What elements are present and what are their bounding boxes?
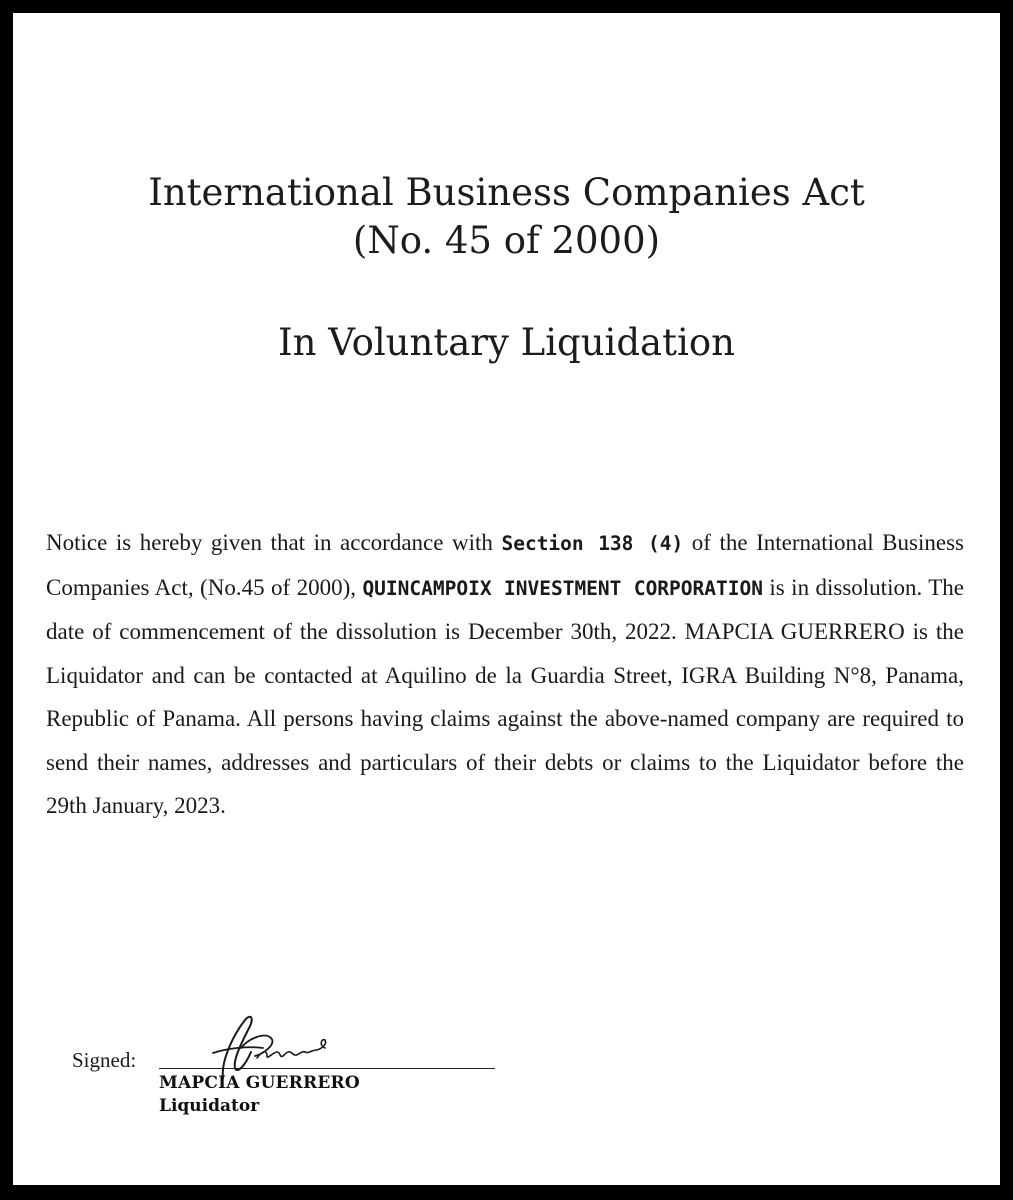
notice-paragraph: [46, 521, 964, 828]
signer-name: MAPCIA GUERRERO: [159, 1073, 360, 1093]
signer-role: Liquidator: [159, 1096, 260, 1116]
document-subtitle: In Voluntary Liquidation: [278, 321, 735, 364]
document-title-line-1: International Business Companies Act: [148, 171, 865, 214]
notice-text-1: Notice is hereby given that in accordance with: [46, 530, 502, 555]
notice-text-2: of the International Business Companies Act, (No.45 of 2000),: [46, 530, 964, 600]
notice-company-name: QUINCAMPOIX INVESTMENT CORPORATION: [362, 576, 763, 600]
signed-label: Signed:: [72, 1048, 137, 1072]
notice-section-reference: Section 138 (4): [501, 532, 684, 555]
handwritten-signature: [193, 1008, 343, 1083]
document-title-line-2: (No. 45 of 2000): [352, 219, 661, 262]
notice-text-3: is in dissolution. The date of commencement of the dissolution is December 30th, 2022. MAPCIA GUERRERO is the Liquidator and can be contacted at Aquilino de la Guardia Street, IGRA Building N°8, Panama, Republic of Panama. All persons having claims against the above-named company are required to send their names, addresses and particulars of their debts or claims to the Liquidator before the 29th January, 2023.: [46, 574, 964, 818]
document-page: [13, 13, 1000, 1185]
